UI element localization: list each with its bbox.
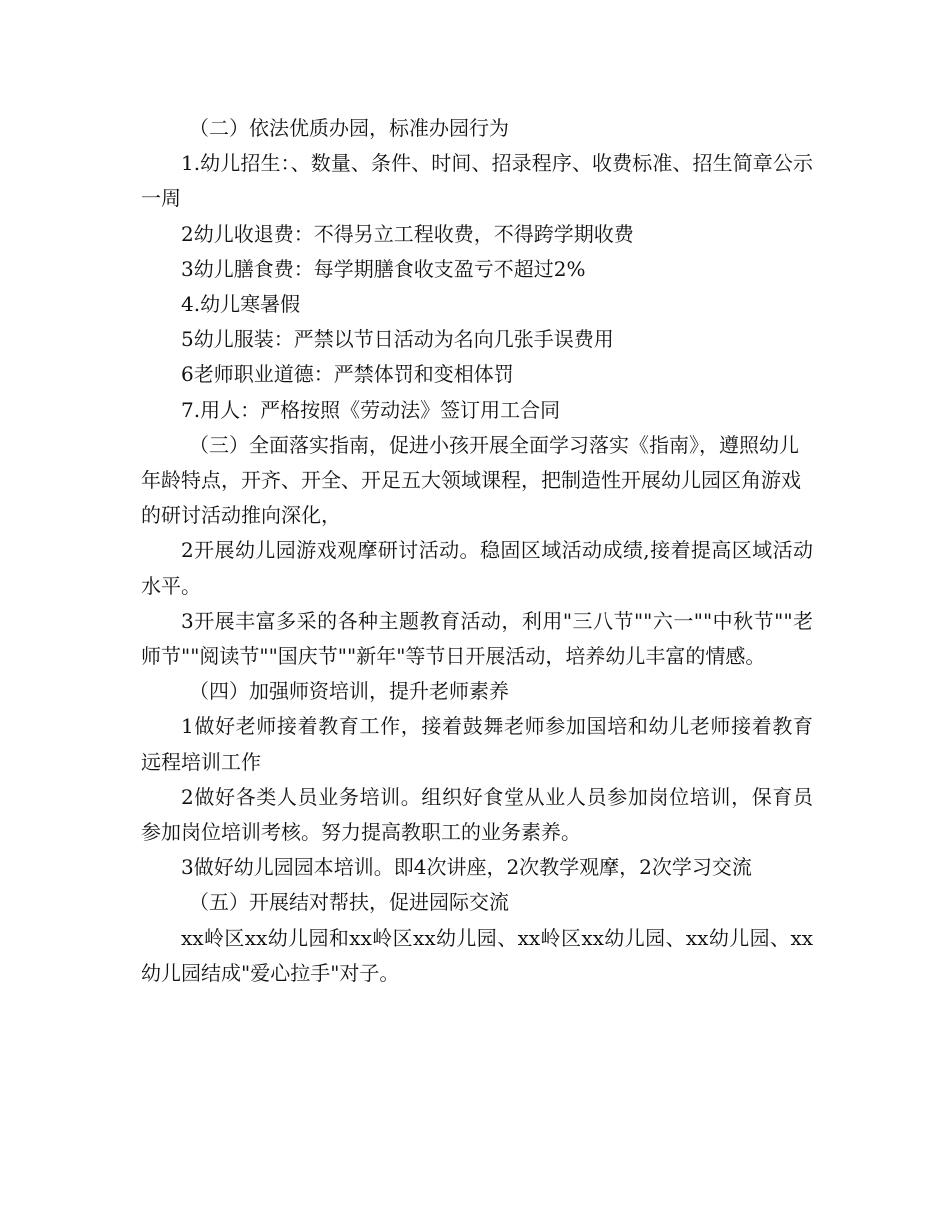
paragraph-employment: 7.用人：严格按照《劳动法》签订用工合同 bbox=[181, 397, 561, 422]
paragraph-uniform: 5幼儿服装：严禁以节日活动为名向几张手误费用 bbox=[181, 327, 614, 352]
document-page bbox=[141, 111, 813, 991]
paragraph-fee-refund: 2幼儿收退费：不得另立工程收费，不得跨学期收费 bbox=[181, 221, 634, 246]
paragraph-school-training: 3做好幼儿园园本培训。即4次讲座，2次教学观摩，2次学习交流 bbox=[181, 855, 752, 880]
paragraph-continuing-education: 1做好老师接着教育工作，接着鼓舞老师参加国培和幼儿老师接着教育远程培训工作 bbox=[141, 714, 813, 774]
section-heading-3: （三）全面落实指南，促进小孩开展全面学习落实《指南》，遵照幼儿年龄特点，开齐、开全、开足五大领域课程，把制造性开展幼儿园区角游戏的研讨活动推向深化， bbox=[141, 432, 801, 528]
paragraph-meal-fee: 3幼儿膳食费：每学期膳食收支盈亏不超过2% bbox=[181, 256, 586, 281]
paragraph-game-observation: 2开展幼儿园游戏观摩研讨活动。稳固区域活动成绩,接着提高区域活动水平。 bbox=[141, 538, 813, 598]
paragraph-theme-activities: 3开展丰富多采的各种主题教育活动，利用"三八节""六一""中秋节""老师节""阅读节""国庆节""新年"等节日开展活动，培养幼儿丰富的情感。 bbox=[141, 608, 813, 669]
section-heading-2: （二）依法优质办园，标准办园行为 bbox=[189, 116, 509, 140]
section-heading-4: （四）加强师资培训，提升老师素养 bbox=[189, 679, 509, 704]
section-heading-5: （五）开展结对帮扶，促进园际交流 bbox=[189, 890, 509, 915]
paragraph-staff-training: 2做好各类人员业务培训。组织好食堂从业人员参加岗位培训，保育员参加岗位培训考核。努力提高教职工的业务素养。 bbox=[141, 784, 813, 845]
paragraph-enrollment: 1.幼儿招生：、数量、条件、时间、招录程序、收费标准、招生简章公示一周 bbox=[141, 151, 813, 211]
paragraph-pairing: xx岭区xx幼儿园和xx岭区xx幼儿园、xx岭区xx幼儿园、xx幼儿园、xx幼儿园结成"爱心拉手"对子。 bbox=[141, 925, 813, 985]
paragraph-holidays: 4.幼儿寒暑假 bbox=[181, 292, 301, 317]
paragraph-teacher-ethics: 6老师职业道德：严禁体罚和变相体罚 bbox=[181, 362, 514, 387]
